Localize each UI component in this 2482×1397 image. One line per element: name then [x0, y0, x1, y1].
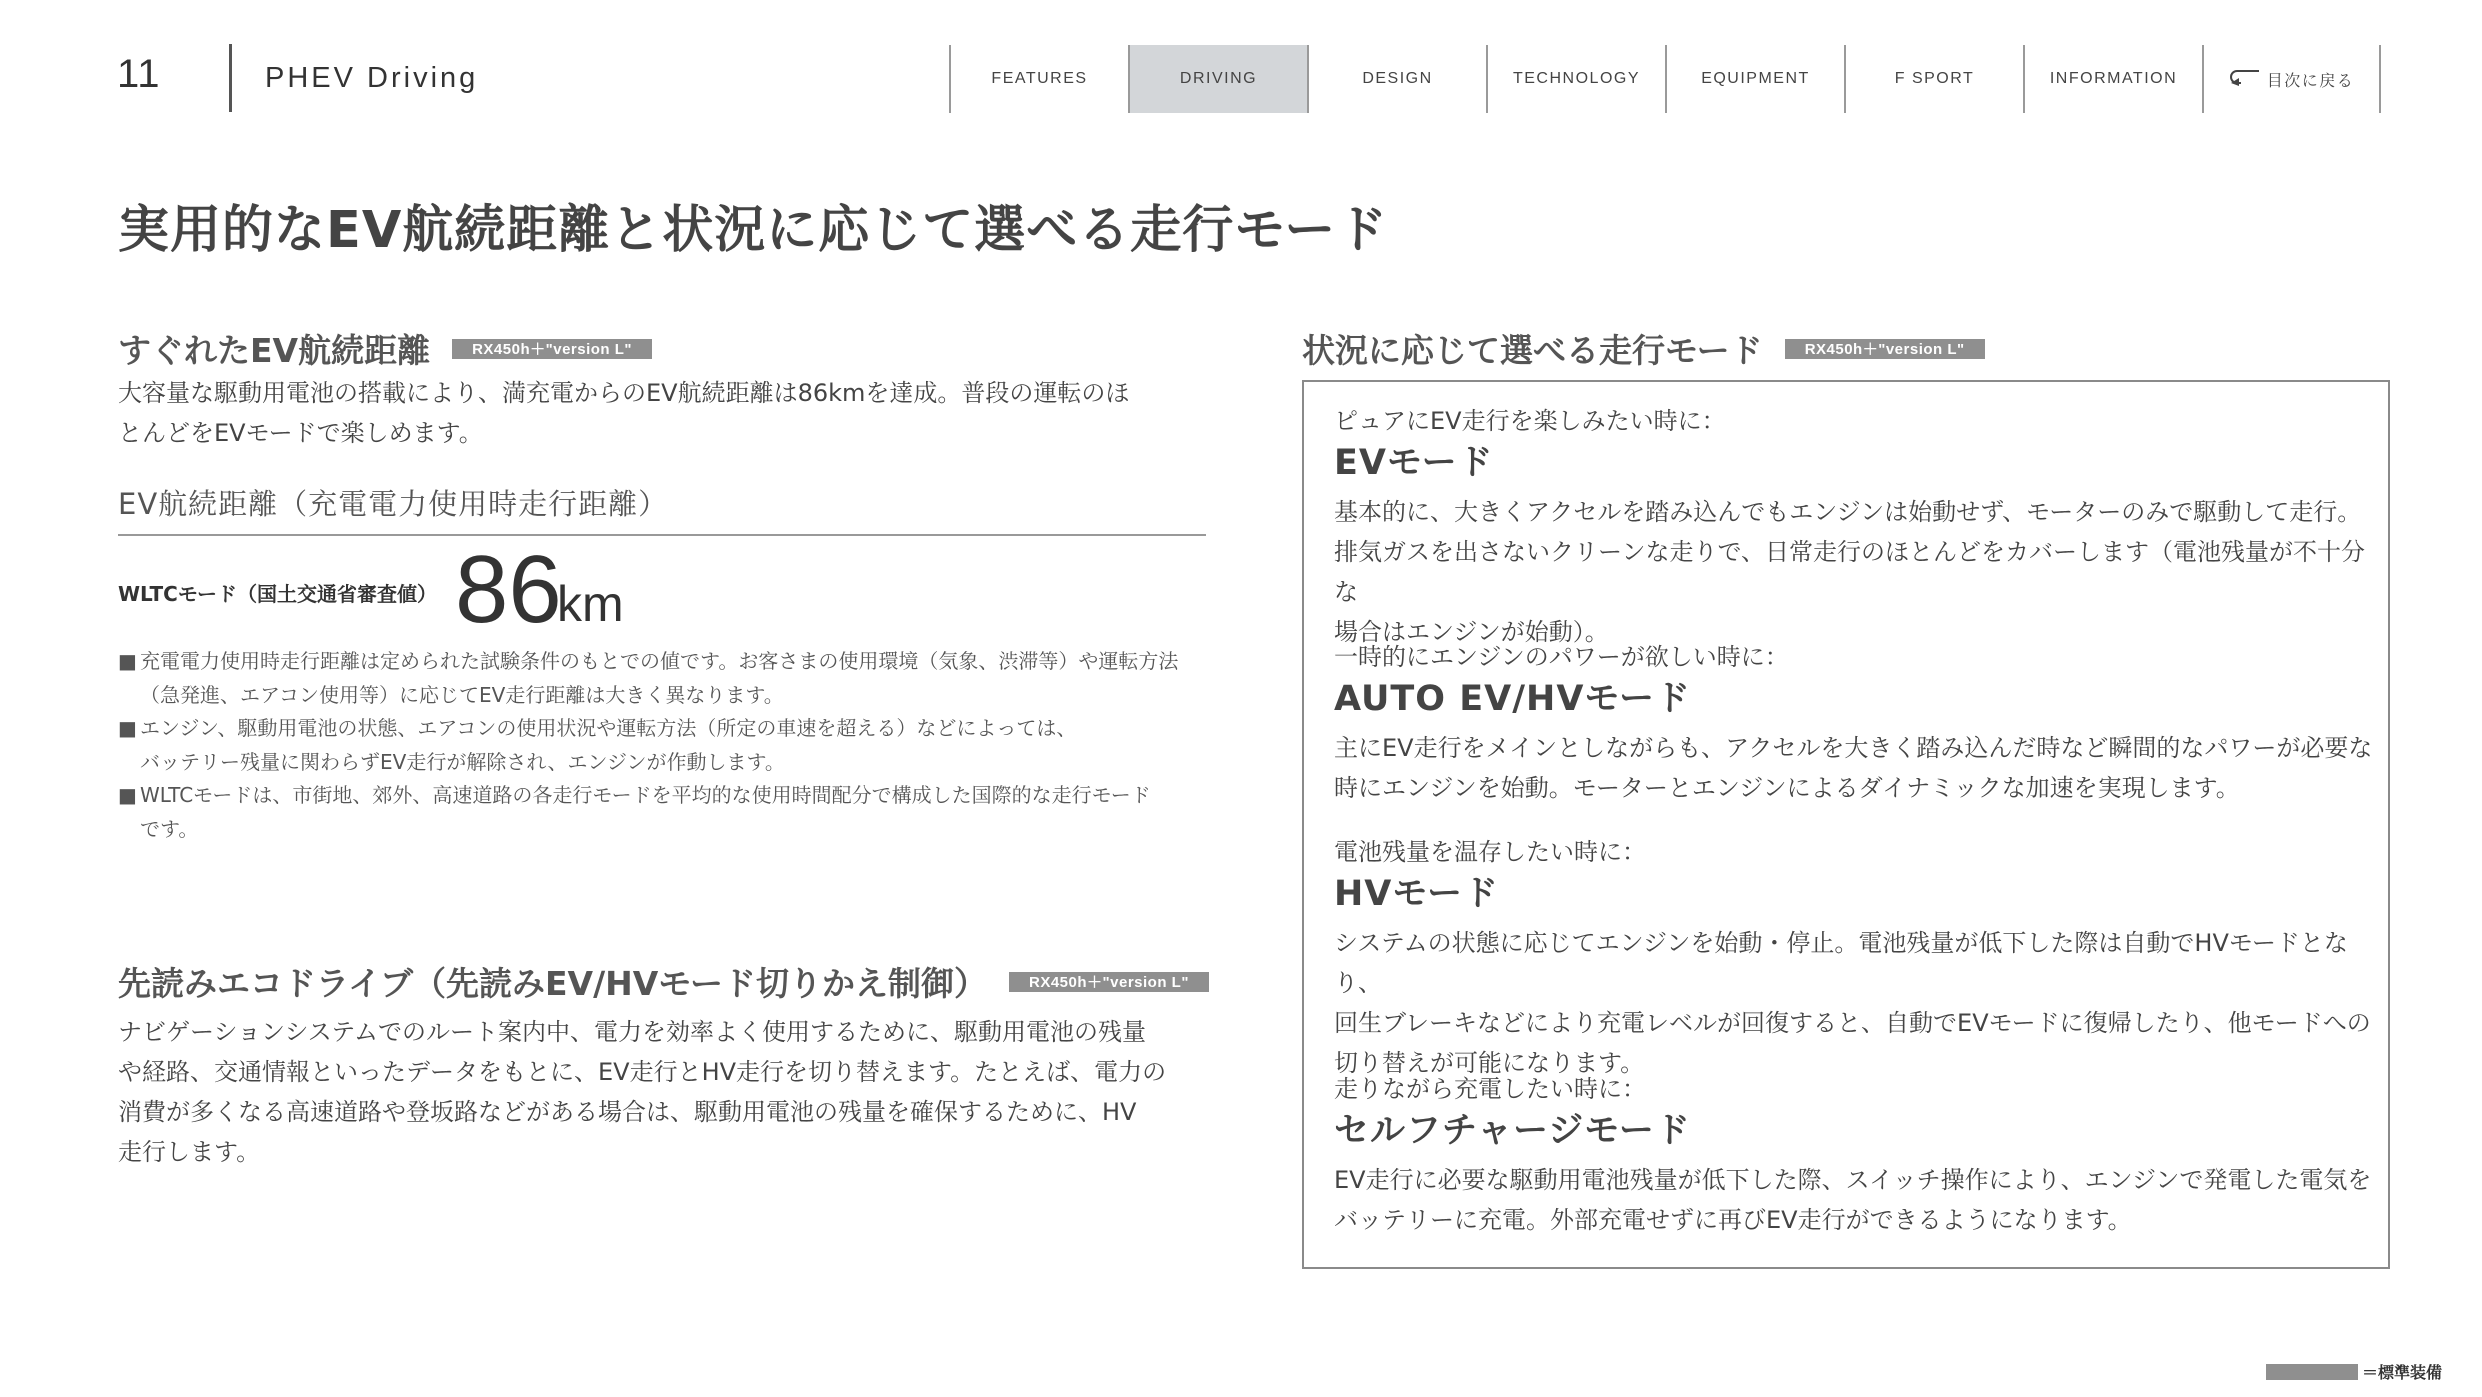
mode-self-charge: [1334, 1072, 2371, 1240]
eco-drive-body: ナビゲーションシステムでのルート案内中、電力を効率よく使用するために、駆動用電池の残量 や経路、交通情報といったデータをもとに、EV走行とHV走行を切り替えます。たとえば、電力の 消費が多くなる高速道路や登坂路などがある場合は、駆動用電池の残量を確保するために、HV 走行します。: [118, 1018, 1167, 1166]
nav-tab-f-sport[interactable]: F SPORT: [1844, 45, 2023, 113]
page-heading: 実用的なEV航続距離と状況に応じて選べる走行モード: [118, 201, 1389, 260]
divider: [118, 534, 1206, 536]
note-marker: ■: [118, 649, 137, 673]
legend: [2266, 1360, 2442, 1383]
return-arrow-icon: [2229, 67, 2261, 92]
mode-hv: [1334, 835, 2388, 1083]
eco-drive-heading-row: [118, 958, 1209, 1005]
grade-badge: RX450h＋"version L": [1785, 339, 1985, 359]
back-to-contents-label: 目次に戻る: [2266, 72, 2355, 90]
mode-description: EV走行に必要な駆動用電池残量が低下した際、スイッチ操作により、エンジンで発電した電気を バッテリーに充電。外部充電せずに再びEV走行ができるようになります。: [1334, 1166, 2372, 1234]
footnote: [118, 712, 1218, 779]
nav-tab-design[interactable]: DESIGN: [1307, 45, 1486, 113]
footnotes: [118, 645, 1218, 846]
ev-range-heading-row: [118, 325, 652, 372]
header-divider: [229, 44, 232, 112]
note-marker: ■: [118, 783, 137, 807]
ev-range-body: 大容量な駆動用電池の搭載により、満充電からのEV航続距離は86kmを達成。普段の運転のほ とんどをEVモードで楽しめます。: [118, 379, 1130, 447]
footnote: [118, 779, 1218, 846]
mode-name: AUTO EV/HVモード: [1334, 679, 1692, 719]
page-number: 11: [117, 52, 161, 96]
section-title: PHEV Driving: [265, 62, 479, 94]
footnote-text: エンジン、駆動用電池の状態、エアコンの使用状況や運転方法（所定の車速を超える）などによっては、 バッテリー残量に関わらずEV走行が解除され、エンジンが作動します。: [140, 716, 1077, 774]
mode-description: 基本的に、大きくアクセルを踏み込んでもエンジンは始動せず、モーターのみで駆動して走行。 排気ガスを出さないクリーンな走りで、日常走行のほとんどをカバーします（電池残量が不十分な 場合はエンジンが始動）。: [1334, 498, 2366, 646]
back-to-contents-button[interactable]: [2202, 45, 2381, 113]
mode-lead: 電池残量を温存したい時に：: [1334, 838, 1646, 866]
legend-swatch: [2266, 1364, 2358, 1380]
grade-badge: RX450h＋"version L": [452, 339, 652, 359]
mode-lead: 一時的にエンジンのパワーが欲しい時に：: [1334, 643, 1789, 671]
footnote-text: 充電電力使用時走行距離は定められた試験条件のもとでの値です。お客さまの使用環境（気象、渋滞等）や運転方法 （急発進、エアコン使用等）に応じてEV走行距離は大きく異なります。: [140, 649, 1179, 707]
grade-badge: RX450h＋"version L": [1009, 972, 1209, 992]
footnote: [118, 645, 1218, 712]
nav-tab-information[interactable]: INFORMATION: [2023, 45, 2202, 113]
note-marker: ■: [118, 716, 137, 740]
mode-auto-ev-hv: [1334, 640, 2372, 808]
mode-lead: 走りながら充電したい時に：: [1334, 1075, 1646, 1103]
eco-drive-heading: 先読みエコドライブ（先読みEV/HVモード切りかえ制御）: [118, 964, 987, 1003]
legend-label: ＝標準装備: [2362, 1363, 2443, 1382]
modes-heading-row: [1302, 325, 1985, 372]
ev-range-unit: km: [557, 576, 624, 632]
wltc-label: WLTCモード（国土交通省審査値）: [118, 582, 438, 606]
nav-tab-driving[interactable]: DRIVING: [1128, 45, 1307, 113]
mode-name: セルフチャージモード: [1334, 1111, 1691, 1151]
nav-tab-equipment[interactable]: EQUIPMENT: [1665, 45, 1844, 113]
footnote-text: WLTCモードは、市街地、郊外、高速道路の各走行モードを平均的な使用時間配分で構成した国際的な走行モード です。: [140, 783, 1151, 841]
mode-name: EVモード: [1334, 443, 1494, 483]
drive-modes-box: [1302, 380, 2390, 1269]
mode-lead: ピュアにEV走行を楽しみたい時に：: [1334, 407, 1726, 435]
mode-description: システムの状態に応じてエンジンを始動・停止。電池残量が低下した際は自動でHVモードとなり、 回生ブレーキなどにより充電レベルが回復すると、自動でEVモードに復帰したり、他モードへの 切り替えが可能になります。: [1334, 929, 2371, 1077]
modes-heading: 状況に応じて選べる走行モード: [1302, 331, 1763, 370]
ev-range-value: 86: [455, 536, 562, 643]
ev-range-subheading: EV航続距離（充電電力使用時走行距離）: [118, 487, 669, 521]
mode-description: 主にEV走行をメインとしながらも、アクセルを大きく踏み込んだ時など瞬間的なパワーが必要な 時にエンジンを始動。モーターとエンジンによるダイナミックな加速を実現します。: [1334, 734, 2373, 802]
nav-tab-features[interactable]: FEATURES: [949, 45, 1128, 113]
mode-ev: [1334, 404, 2388, 652]
nav-tab-technology[interactable]: TECHNOLOGY: [1486, 45, 1665, 113]
ev-range-heading: すぐれたEV航続距離: [118, 331, 431, 370]
top-nav: [949, 45, 2381, 113]
mode-name: HVモード: [1334, 874, 1499, 914]
